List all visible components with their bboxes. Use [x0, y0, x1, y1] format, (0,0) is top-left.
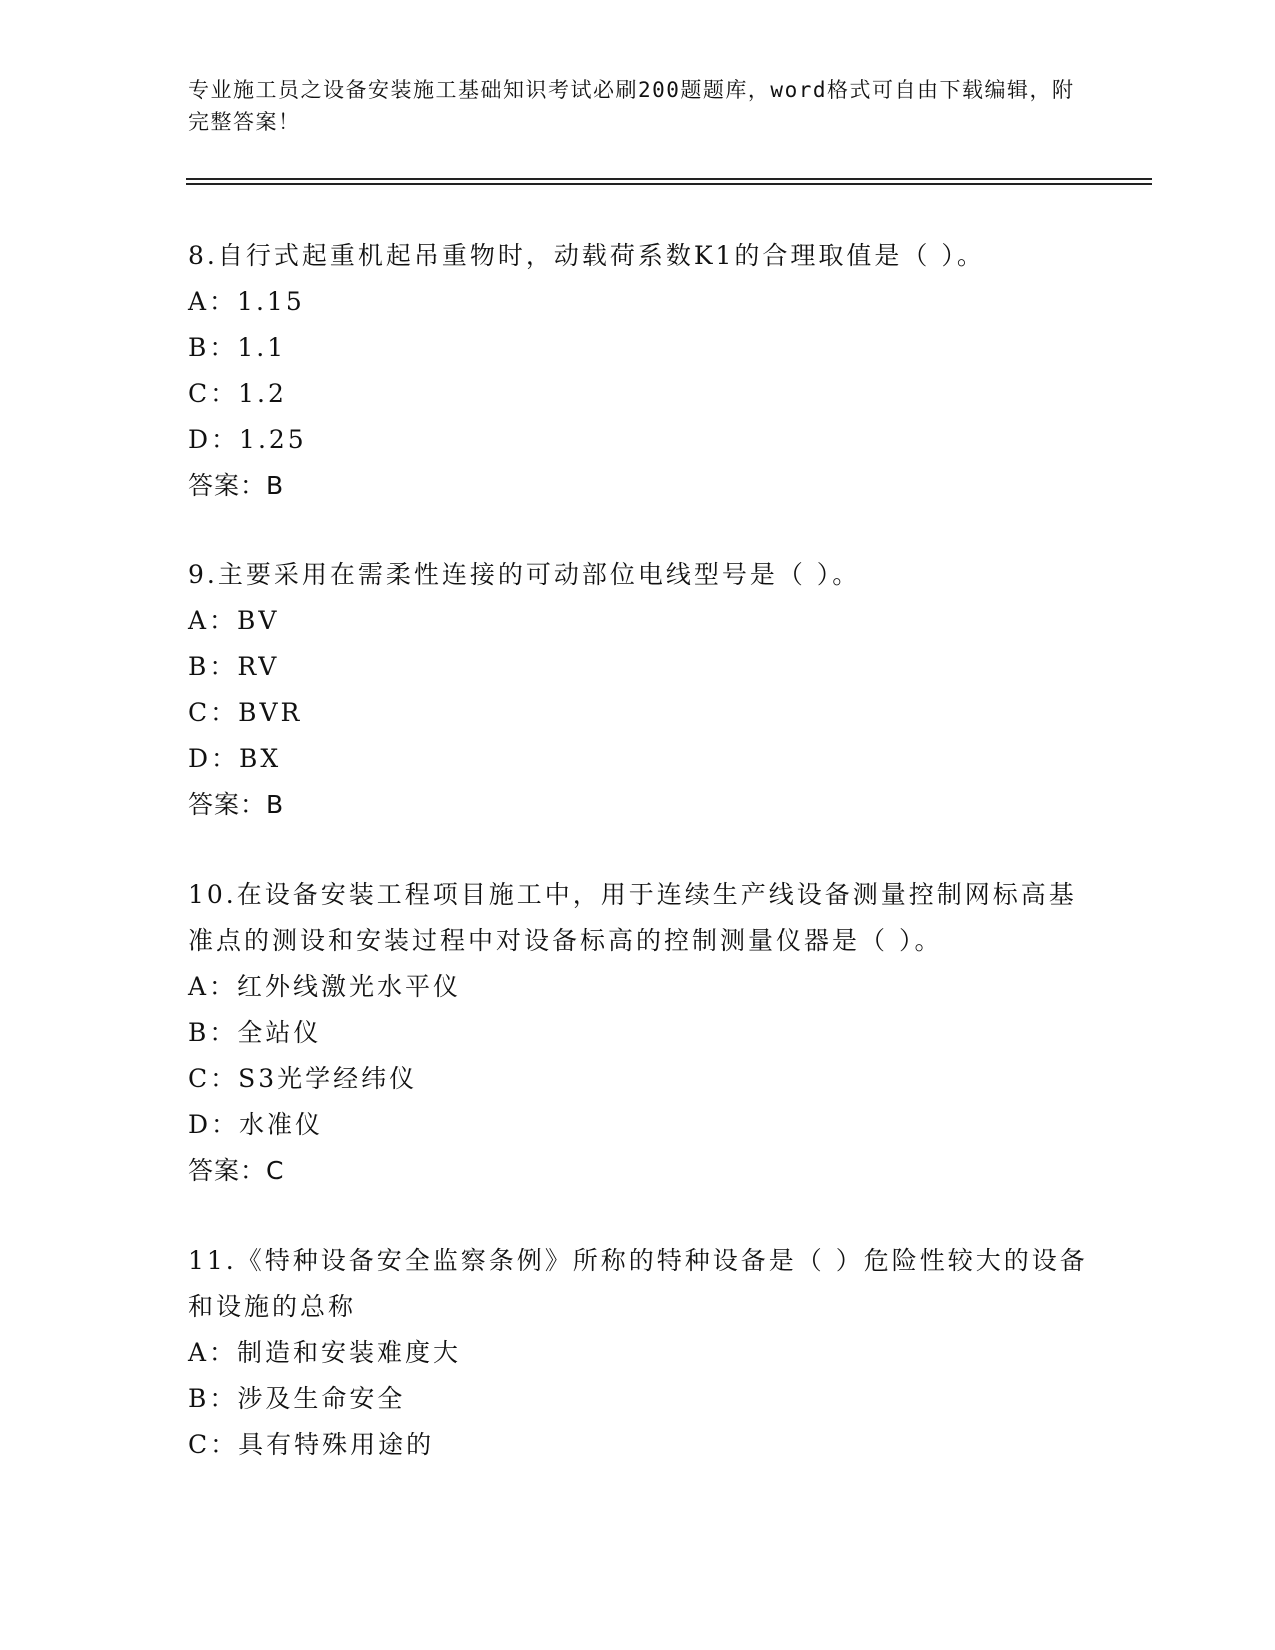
document-header: 专业施工员之设备安装施工基础知识考试必刷200题题库，word格式可自由下载编辑，附完整答案！ [188, 78, 1075, 134]
question-11 [188, 1238, 1088, 1468]
answer: 答案：B [188, 471, 285, 500]
question-10 [188, 872, 1088, 1194]
option-c: C：BVR [188, 698, 303, 727]
option-a: A：红外线激光水平仪 [188, 972, 462, 1001]
option-d: D：水准仪 [188, 1110, 324, 1139]
question-stem: 8.自行式起重机起吊重物时，动载荷系数K1的合理取值是（ ）。 [188, 241, 985, 270]
question-stem: 11.《特种设备安全监察条例》所称的特种设备是（ ）危险性较大的设备和设施的总称 [188, 1246, 1088, 1321]
option-b: B：1.1 [188, 333, 287, 362]
option-a: A：BV [188, 606, 280, 635]
option-a: A：制造和安装难度大 [188, 1338, 462, 1367]
option-a: A：1.15 [188, 287, 305, 316]
option-c: C：具有特殊用途的 [188, 1430, 435, 1459]
option-d: D：1.25 [188, 425, 307, 454]
question-stem: 10.在设备安装工程项目施工中，用于连续生产线设备测量控制网标高基准点的测设和安装过程中对设备标高的控制测量仪器是（ ）。 [188, 880, 1077, 955]
answer: 答案：C [188, 1156, 285, 1185]
option-c: C：S3光学经纬仪 [188, 1064, 418, 1093]
header-divider [186, 178, 1152, 180]
option-c: C：1.2 [188, 379, 287, 408]
option-b: B：涉及生命安全 [188, 1384, 406, 1413]
question-9 [188, 552, 1088, 828]
question-stem: 9.主要采用在需柔性连接的可动部位电线型号是（ ）。 [188, 560, 861, 589]
header-divider-second [186, 183, 1152, 185]
option-d: D：BX [188, 744, 282, 773]
option-b: B：RV [188, 652, 280, 681]
answer: 答案：B [188, 790, 285, 819]
option-b: B：全站仪 [188, 1018, 322, 1047]
question-8 [188, 233, 1088, 509]
